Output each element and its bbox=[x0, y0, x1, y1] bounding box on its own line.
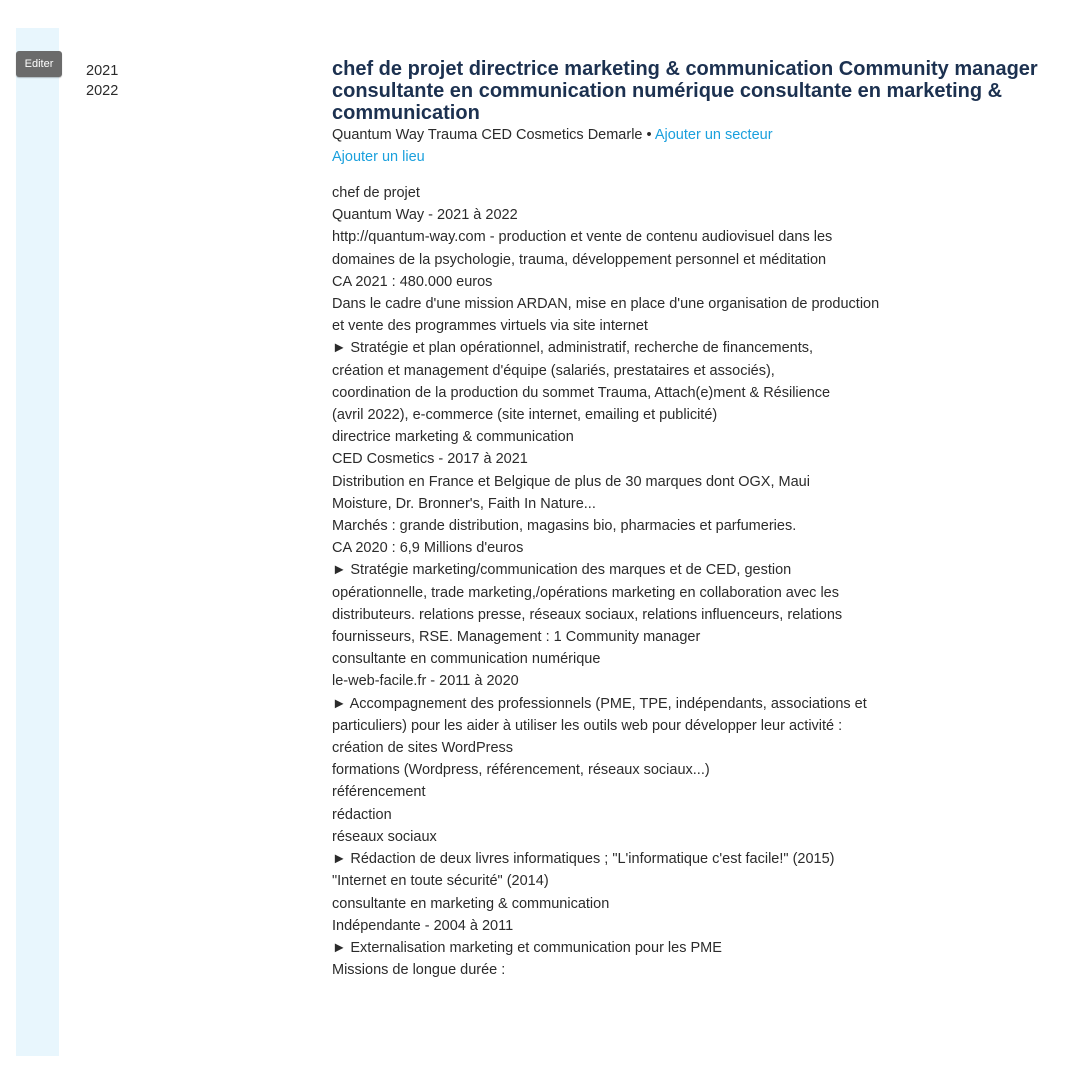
side-rail bbox=[16, 28, 59, 1056]
description-line: domaines de la psychologie, trauma, développement personnel et méditation bbox=[332, 251, 827, 268]
description-line: le-web-facile.fr - 2011 à 2020 bbox=[332, 673, 519, 690]
description-line: création de sites WordPress bbox=[332, 740, 514, 757]
edit-button[interactable]: Editer bbox=[16, 51, 62, 77]
description-line: formations (Wordpress, référencement, réseaux sociaux...) bbox=[332, 762, 710, 779]
description-line: Quantum Way - 2021 à 2022 bbox=[332, 207, 518, 224]
description-line: consultante en communication numérique bbox=[332, 651, 601, 668]
description-line: Indépendante - 2004 à 2011 bbox=[332, 917, 514, 934]
meta-separator: • bbox=[646, 127, 652, 143]
description-line: distributeurs. relations presse, réseaux sociaux, relations influenceurs, relations bbox=[332, 606, 843, 623]
company-names: Quantum Way Trauma CED Cosmetics Demarle bbox=[332, 127, 643, 143]
description-line: ► Stratégie marketing/communication des marques et de CED, gestion bbox=[332, 562, 792, 579]
description-line: Moisture, Dr. Bronner's, Faith In Nature... bbox=[332, 495, 596, 512]
add-location-link[interactable]: Ajouter un lieu bbox=[332, 149, 425, 165]
description-line: consultante en marketing & communication bbox=[332, 895, 610, 912]
experience-description bbox=[332, 182, 1052, 981]
description-line: (avril 2022), e-commerce (site internet, emailing et publicité) bbox=[332, 407, 718, 424]
description-line: coordination de la production du sommet Trauma, Attach(e)ment & Résilience bbox=[332, 384, 831, 401]
description-line: réseaux sociaux bbox=[332, 828, 437, 845]
add-sector-link[interactable]: Ajouter un secteur bbox=[654, 127, 773, 143]
description-line: directrice marketing & communication bbox=[332, 429, 574, 446]
description-line: http://quantum-way.com - production et vente de contenu audiovisuel dans les bbox=[332, 229, 833, 246]
experience-entry bbox=[332, 58, 1052, 981]
description-line: et vente des programmes virtuels via site internet bbox=[332, 318, 648, 335]
description-line: fournisseurs, RSE. Management : 1 Community manager bbox=[332, 629, 701, 646]
description-line: création et management d'équipe (salariés, prestataires et associés), bbox=[332, 362, 775, 379]
description-line: Dans le cadre d'une mission ARDAN, mise en place d'une organisation de production bbox=[332, 296, 880, 313]
location-row bbox=[332, 147, 1052, 168]
description-line: ► Rédaction de deux livres informatiques ; "L'informatique c'est facile!" (2015) bbox=[332, 851, 835, 868]
bottom-edge bbox=[0, 1056, 1080, 1080]
description-line: Distribution en France et Belgique de plus de 30 marques dont OGX, Maui bbox=[332, 473, 810, 490]
description-line: référencement bbox=[332, 784, 426, 801]
description-line: ► Stratégie et plan opérationnel, administratif, recherche de financements, bbox=[332, 340, 814, 357]
description-line: Marchés : grande distribution, magasins bio, pharmacies et parfumeries. bbox=[332, 518, 797, 535]
description-line: CA 2021 : 480.000 euros bbox=[332, 273, 493, 290]
description-line: CA 2020 : 6,9 Millions d'euros bbox=[332, 540, 524, 557]
description-line: opérationnelle, trade marketing,/opérations marketing en collaboration avec les bbox=[332, 584, 839, 601]
experience-title: chef de projet directrice marketing & communication Community manager consultante en communication numérique consultante en marketing & communication bbox=[332, 58, 1038, 124]
description-line: rédaction bbox=[332, 806, 392, 823]
description-line: chef de projet bbox=[332, 185, 420, 201]
year-start: 2021 bbox=[86, 63, 119, 79]
description-line: particuliers) pour les aider à utiliser les outils web pour développer leur activité : bbox=[332, 717, 843, 734]
experience-meta bbox=[332, 125, 1052, 146]
description-line: CED Cosmetics - 2017 à 2021 bbox=[332, 451, 528, 468]
year-end: 2022 bbox=[86, 83, 119, 99]
description-line: ► Externalisation marketing et communication pour les PME bbox=[332, 939, 722, 956]
experience-years bbox=[86, 61, 118, 101]
description-line: "Internet en toute sécurité" (2014) bbox=[332, 873, 549, 890]
description-line: Missions de longue durée : bbox=[332, 962, 506, 979]
description-line: ► Accompagnement des professionnels (PME, TPE, indépendants, associations et bbox=[332, 695, 867, 712]
